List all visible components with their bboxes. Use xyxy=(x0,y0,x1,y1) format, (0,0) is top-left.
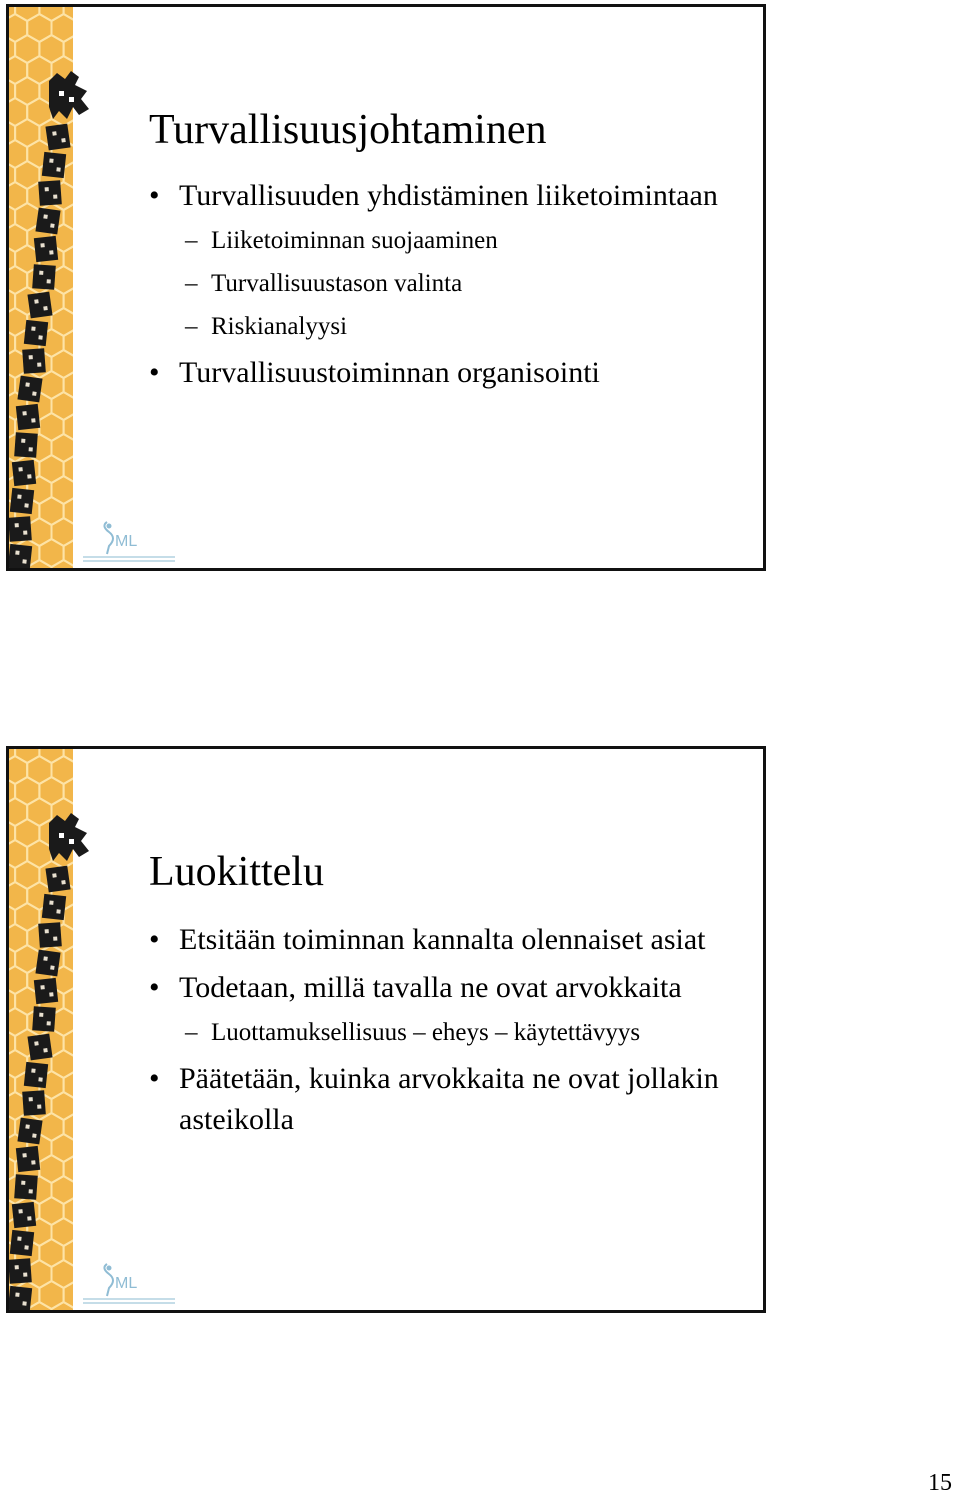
bullet-item xyxy=(149,175,749,216)
bullet-text: Etsitään toiminnan kannalta olennaiset asiat xyxy=(179,923,706,956)
sub-bullet-item xyxy=(149,266,749,302)
bullet-text: Riskianalyysi xyxy=(211,313,348,340)
bullet-text: Päätetään, kuinka arvokkaita ne ovat jollakin asteikolla xyxy=(179,1062,719,1136)
sub-bullet-item xyxy=(149,309,749,345)
slide-content xyxy=(149,175,749,400)
page-number: 15 xyxy=(928,1470,952,1496)
ml-logo xyxy=(79,516,179,564)
bullet-marker: • xyxy=(149,179,160,212)
bullet-marker: • xyxy=(149,971,160,1004)
bullet-text: Turvallisuuden yhdistäminen liiketoimintaan xyxy=(179,179,718,212)
bullet-marker: • xyxy=(149,356,160,389)
bullet-text: Todetaan, millä tavalla ne ovat arvokkaita xyxy=(179,971,682,1004)
dash-marker: – xyxy=(185,227,198,254)
bullet-marker: • xyxy=(149,923,160,956)
decorative-figure xyxy=(9,7,99,568)
dash-marker: – xyxy=(185,313,198,340)
slide-2 xyxy=(6,746,766,1313)
bullet-item xyxy=(149,919,749,960)
decorative-figure xyxy=(9,749,99,1310)
bullet-item xyxy=(149,967,749,1008)
bullet-text: Luottamuksellisuus – eheys – käytettävyys xyxy=(211,1019,641,1046)
sub-bullet-item xyxy=(149,223,749,259)
slide-title: Turvallisuusjohtaminen xyxy=(149,107,547,154)
bullet-text: Turvallisuustoiminnan organisointi xyxy=(179,356,600,389)
dash-marker: – xyxy=(185,270,198,297)
slide-1 xyxy=(6,4,766,571)
ml-logo xyxy=(79,1258,179,1306)
sub-bullet-item xyxy=(149,1015,749,1051)
bullet-text: Turvallisuustason valinta xyxy=(211,270,463,297)
bullet-item xyxy=(149,352,749,393)
svg-text:ML: ML xyxy=(115,1275,138,1292)
slide-title: Luokittelu xyxy=(149,849,324,896)
dash-marker: – xyxy=(185,1019,198,1046)
bullet-item xyxy=(149,1058,749,1140)
bullet-text: Liiketoiminnan suojaaminen xyxy=(211,227,498,254)
bullet-marker: • xyxy=(149,1062,160,1095)
svg-text:ML: ML xyxy=(115,533,138,550)
slide-content xyxy=(149,919,749,1147)
